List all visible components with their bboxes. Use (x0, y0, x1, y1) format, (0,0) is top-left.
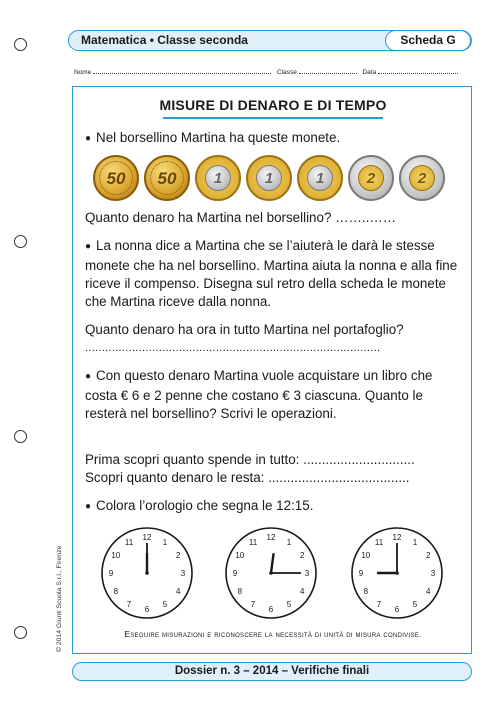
clock-center (395, 571, 399, 575)
binder-hole (14, 38, 27, 51)
clock-number: 12 (142, 533, 152, 542)
exercise-3-text: ● Con questo denaro Martina vuole acquistare un libro che costa € 6 e 2 penne che costano € 3 ciascuna. Quanto le resterà nel borsellino? Scrivi le operazioni. (85, 367, 465, 423)
exercise-2-question: Quanto denaro ha ora in tutto Martina nel portafoglio? (85, 322, 404, 337)
clock-number: 8 (113, 587, 119, 596)
clock-number: 2 (425, 551, 431, 560)
class-label: Classe (276, 69, 297, 76)
coin-1-euro: 1 (195, 155, 241, 201)
subject-label: Matematica • Classe seconda (81, 33, 248, 47)
clock-number: 3 (304, 569, 310, 578)
binder-hole (14, 430, 27, 443)
clock-number: 11 (374, 537, 384, 547)
clock-number: 10 (111, 551, 121, 560)
exercise-3-line-1[interactable]: Prima scopri quanto spende in tutto: .............................. (85, 452, 415, 467)
student-info-line (74, 68, 474, 76)
clock-center (145, 571, 149, 575)
clock-number: 6 (144, 605, 150, 614)
clock-3[interactable] (349, 525, 445, 621)
clock-face (223, 525, 319, 621)
clock-number: 1 (162, 537, 168, 547)
clock-face (99, 525, 195, 621)
clock-number: 7 (376, 600, 382, 610)
clock-number: 5 (412, 600, 418, 610)
clock-number: 12 (392, 533, 402, 542)
binder-hole (14, 626, 27, 639)
clock-face (349, 525, 445, 621)
clock-number: 7 (126, 600, 132, 610)
date-field[interactable] (378, 68, 458, 74)
name-field[interactable] (93, 68, 271, 74)
clock-number: 3 (180, 569, 186, 578)
clock-number: 12 (266, 533, 276, 542)
coin-50-cent: 50 (144, 155, 190, 201)
name-label: Nome (74, 69, 92, 76)
coin-2-euro: 2 (399, 155, 445, 201)
clock-number: 1 (412, 537, 418, 547)
class-field[interactable] (299, 68, 357, 74)
clock-number: 5 (286, 600, 292, 610)
exercise-4-text: ● Colora l’orologio che segna le 12:15. (85, 497, 465, 517)
clock-number: 9 (108, 569, 114, 578)
clock-number: 10 (361, 551, 371, 560)
clock-number: 11 (124, 537, 134, 547)
worksheet-title: MISURE DI DENARO E DI TEMPO (159, 97, 387, 113)
exercise-1-question: Quanto denaro ha Martina nel borsellino? ……..…… (85, 210, 397, 225)
header-bar (68, 30, 472, 51)
binder-hole (14, 235, 27, 248)
exercise-3-line-2[interactable]: Scopri quanto denaro le resta: ...................................... (85, 470, 410, 485)
coin-1-euro: 1 (246, 155, 292, 201)
worksheet-box (72, 86, 472, 654)
coin-1-euro: 1 (297, 155, 343, 201)
date-label: Data (362, 69, 377, 76)
clock-number: 4 (175, 587, 181, 596)
copyright-note: © 2014 Giunti Scuola S.r.l., Firenze (56, 545, 63, 652)
exercise-1-text: ● Nel borsellino Martina ha queste monete. (85, 129, 465, 149)
exercise-2-text: ● La nonna dice a Martina che se l’aiuterà le darà le stesse monete che ha nel borsellino. Martina aiuta la nonna e alla fine riceve il compenso. Disegna sul retro della scheda le monete che Martina riceve dalla nonna. (85, 237, 465, 311)
clock-2[interactable] (223, 525, 319, 621)
clock-number: 6 (268, 605, 274, 614)
clock-number: 2 (175, 551, 181, 560)
footer-bar: Dossier n. 3 – 2014 – Verifiche finali (72, 662, 472, 681)
clock-number: 8 (363, 587, 369, 596)
clock-number: 4 (299, 587, 305, 596)
clock-number: 2 (299, 551, 305, 560)
clock-number: 3 (430, 569, 436, 578)
clock-number: 4 (425, 587, 431, 596)
clock-number: 1 (286, 537, 292, 547)
sheet-label: Scheda G (385, 30, 471, 51)
learning-objective: Eseguire misurazioni e riconoscere la necessità di unità di misura condivise. (124, 629, 422, 639)
title-underline (163, 117, 383, 119)
clock-center (269, 571, 273, 575)
coin-2-euro: 2 (348, 155, 394, 201)
clock-number: 11 (248, 537, 258, 547)
exercise-2-answer-line[interactable]: ........................................................................................ (85, 342, 381, 354)
clock-1[interactable] (99, 525, 195, 621)
coin-row (93, 155, 473, 205)
clock-number: 10 (235, 551, 245, 560)
clock-number: 9 (232, 569, 238, 578)
coin-50-cent: 50 (93, 155, 139, 201)
clock-number: 7 (250, 600, 256, 610)
clock-number: 5 (162, 600, 168, 610)
clock-number: 9 (358, 569, 364, 578)
clock-number: 8 (237, 587, 243, 596)
clock-number: 6 (394, 605, 400, 614)
